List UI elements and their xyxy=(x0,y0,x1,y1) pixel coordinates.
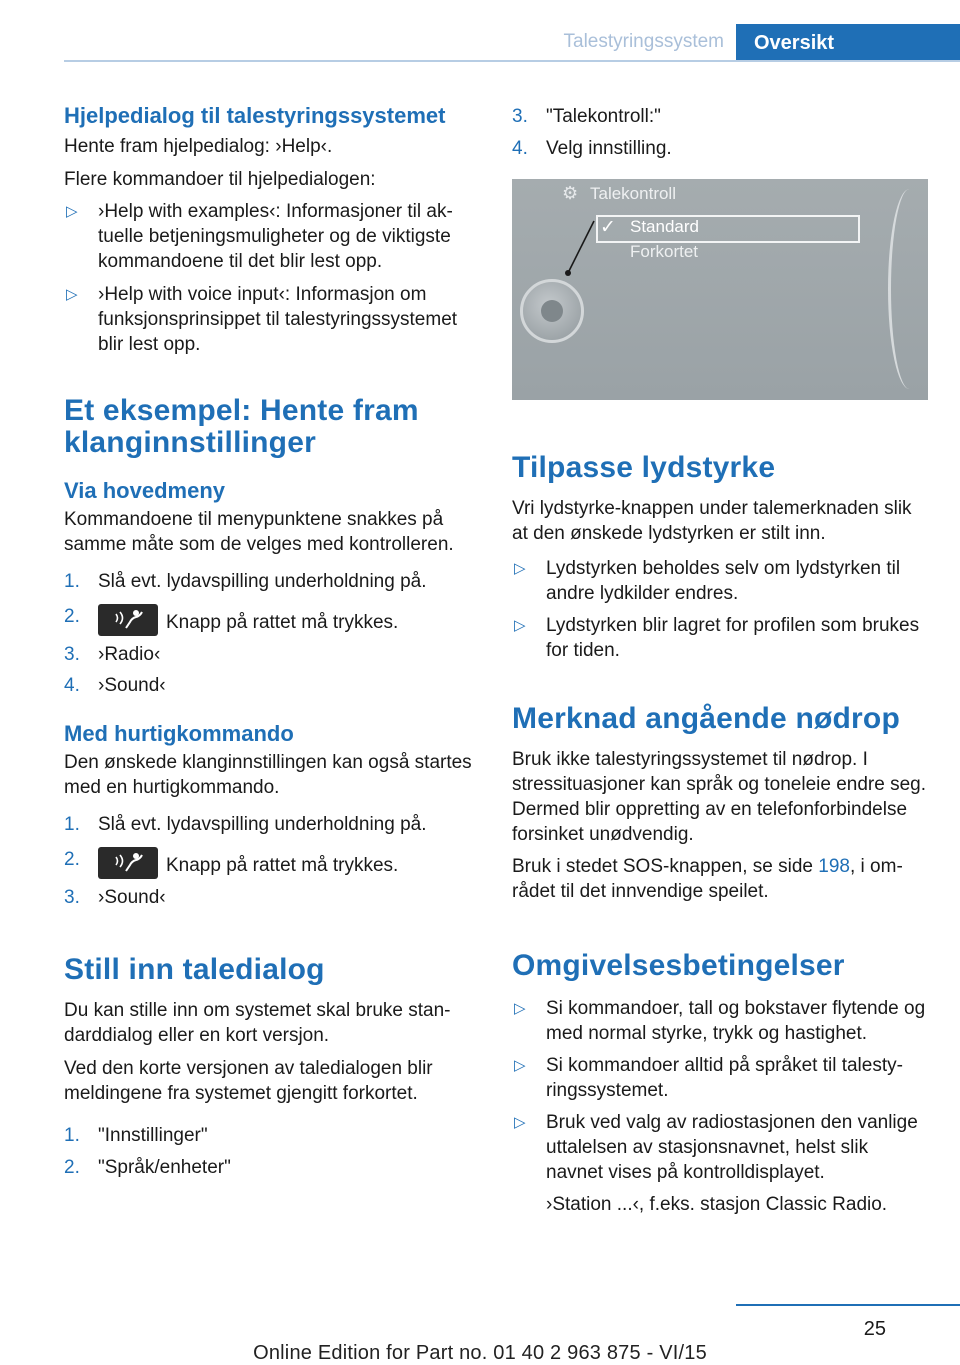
list-item: ▷ ›Help with voice input‹: Informasjon om funksjonsprinsippet til talestyringssystemet blir lest opp. xyxy=(66,284,458,355)
list-item: ▷ Si kommandoer, tall og bokstaver flytende og med normal styrke, trykk og hastighet. xyxy=(514,998,926,1044)
volume-list xyxy=(512,556,928,663)
voice-command-button-icon xyxy=(98,847,158,879)
list-item: 1. "Innstillinger" xyxy=(64,1125,208,1146)
list-item: 3. ›Radio‹ xyxy=(64,644,161,665)
list-item: 4. ›Sound‹ xyxy=(64,675,166,696)
left-column xyxy=(64,102,476,1180)
check-icon: ✓ xyxy=(600,217,616,238)
option-shortened: Forkortet xyxy=(630,242,699,261)
example-heading: Et eksempel: Hente fram klanginnstillinger xyxy=(64,394,419,459)
header-rule xyxy=(64,60,960,62)
volume-heading: Tilpasse lydstyrke xyxy=(512,451,776,484)
station-example: ›Station ...‹, f.eks. stasjon Classic Radio. xyxy=(546,1194,888,1215)
quick-command-steps xyxy=(64,812,476,910)
list-item: 3. ›Sound‹ xyxy=(64,887,166,908)
voice-control-steps xyxy=(512,104,928,161)
environment-list xyxy=(512,996,928,1217)
main-menu-steps xyxy=(64,569,476,698)
dialog-steps xyxy=(64,1123,476,1180)
volume-text: Vri lydstyrke-knappen under talemerknaden slik at den ønskede lydstyrken er stilt inn. xyxy=(512,498,912,544)
footer-rule xyxy=(736,1304,960,1306)
page-link[interactable]: 198 xyxy=(818,856,850,877)
list-item: ▷ Lydstyrken beholdes selv om lydstyrken til andre lydkilder endres. xyxy=(514,558,901,604)
triangle-bullet-icon: ▷ xyxy=(514,1114,526,1131)
list-item: 1. Slå evt. lydavspilling underholdning på. xyxy=(64,571,427,592)
quick-command-text: Den ønskede klanginnstillingen kan også startes med en hurtigkommando. xyxy=(64,752,472,798)
dialog-text-1: Du kan stille inn om systemet skal bruke standarddialog eller en kort versjon. xyxy=(64,1000,451,1046)
list-item: 2. Knapp på rattet må trykkes. xyxy=(64,604,476,636)
list-item: ▷ Si kommandoer alltid på språket til talestyringssystemet. xyxy=(514,1055,903,1101)
list-item: 3. "Talekontroll:" xyxy=(512,106,661,127)
help-dialog-text-1: Hente fram hjelpedialog: ›Help‹. xyxy=(64,136,333,157)
main-menu-heading: Via hovedmeny xyxy=(64,478,225,503)
control-display-screenshot xyxy=(512,179,928,400)
right-column xyxy=(512,102,928,1217)
dialog-heading: Still inn taledialog xyxy=(64,953,325,986)
list-item: 1. Slå evt. lydavspilling underholdning på. xyxy=(64,814,427,835)
voice-command-button-icon xyxy=(98,604,158,636)
screen-arc xyxy=(888,189,928,389)
triangle-bullet-icon: ▷ xyxy=(514,1057,526,1074)
help-list xyxy=(64,199,476,357)
list-item: ▷ ›Help with examples‹: Informasjoner til aktuelle betjeningsmuligheter og de viktigste kommandoene til det blir lest opp. xyxy=(66,201,453,272)
list-item: 4. Velg innstilling. xyxy=(512,138,672,159)
edition-text: Online Edition for Part no. 01 40 2 963 875 - VI/15 xyxy=(253,1342,707,1364)
triangle-bullet-icon: ▷ xyxy=(514,617,526,634)
controller-knob-icon xyxy=(520,279,584,343)
list-item: ▷ Bruk ved valg av radiostasjonen den vanlige uttalelsen av stasjonsnavnet, helst slik navnet vises på kontrolldisplayet. ›Station ...‹, f.eks. stasjon Classic Radio. xyxy=(512,1110,928,1217)
screen-title: Talekontroll xyxy=(590,184,676,203)
header-section-title: Talestyringssystem xyxy=(563,31,724,52)
triangle-bullet-icon: ▷ xyxy=(514,560,526,577)
help-dialog-text-2: Flere kommandoer til hjelpedialogen: xyxy=(64,169,376,190)
emergency-heading: Merknad angående nødrop xyxy=(512,702,900,735)
triangle-bullet-icon: ▷ xyxy=(66,203,78,220)
header-tab: Oversikt xyxy=(736,24,960,62)
quick-command-heading: Med hurtigkommando xyxy=(64,721,294,746)
main-menu-text: Kommandoene til menypunktene snakkes på samme måte som de velges med kontrolleren. xyxy=(64,509,454,555)
gear-icon: ⚙ xyxy=(562,183,579,203)
environment-heading: Omgivelsesbetingelser xyxy=(512,949,845,982)
dialog-text-2: Ved den korte versjonen av taledialogen blir meldingene fra systemet gjengitt forkortet. xyxy=(64,1058,433,1104)
pointer-line xyxy=(564,219,596,277)
triangle-bullet-icon: ▷ xyxy=(66,286,78,303)
emergency-text-2: Bruk i stedet SOS-knappen, se side 198, i området til det innvendige speilet. xyxy=(512,856,903,902)
list-item: 2. Knapp på rattet må trykkes. xyxy=(64,847,476,879)
emergency-text-1: Bruk ikke talestyringssystemet til nødrop. I stressituasjoner kan språk og toneleie endre seg. Dermed blir oppretting av en telefonforbindelse forsinket unødvendig. xyxy=(512,749,927,845)
help-dialog-heading: Hjelpedialog til talestyringssystemet xyxy=(64,103,446,128)
page-number: 25 xyxy=(863,1318,886,1340)
option-standard: Standard xyxy=(630,217,699,236)
list-item: 2. "Språk/enheter" xyxy=(64,1157,231,1178)
triangle-bullet-icon: ▷ xyxy=(514,1000,526,1017)
list-item: ▷ Lydstyrken blir lagret for profilen som brukes for tiden. xyxy=(514,615,920,661)
